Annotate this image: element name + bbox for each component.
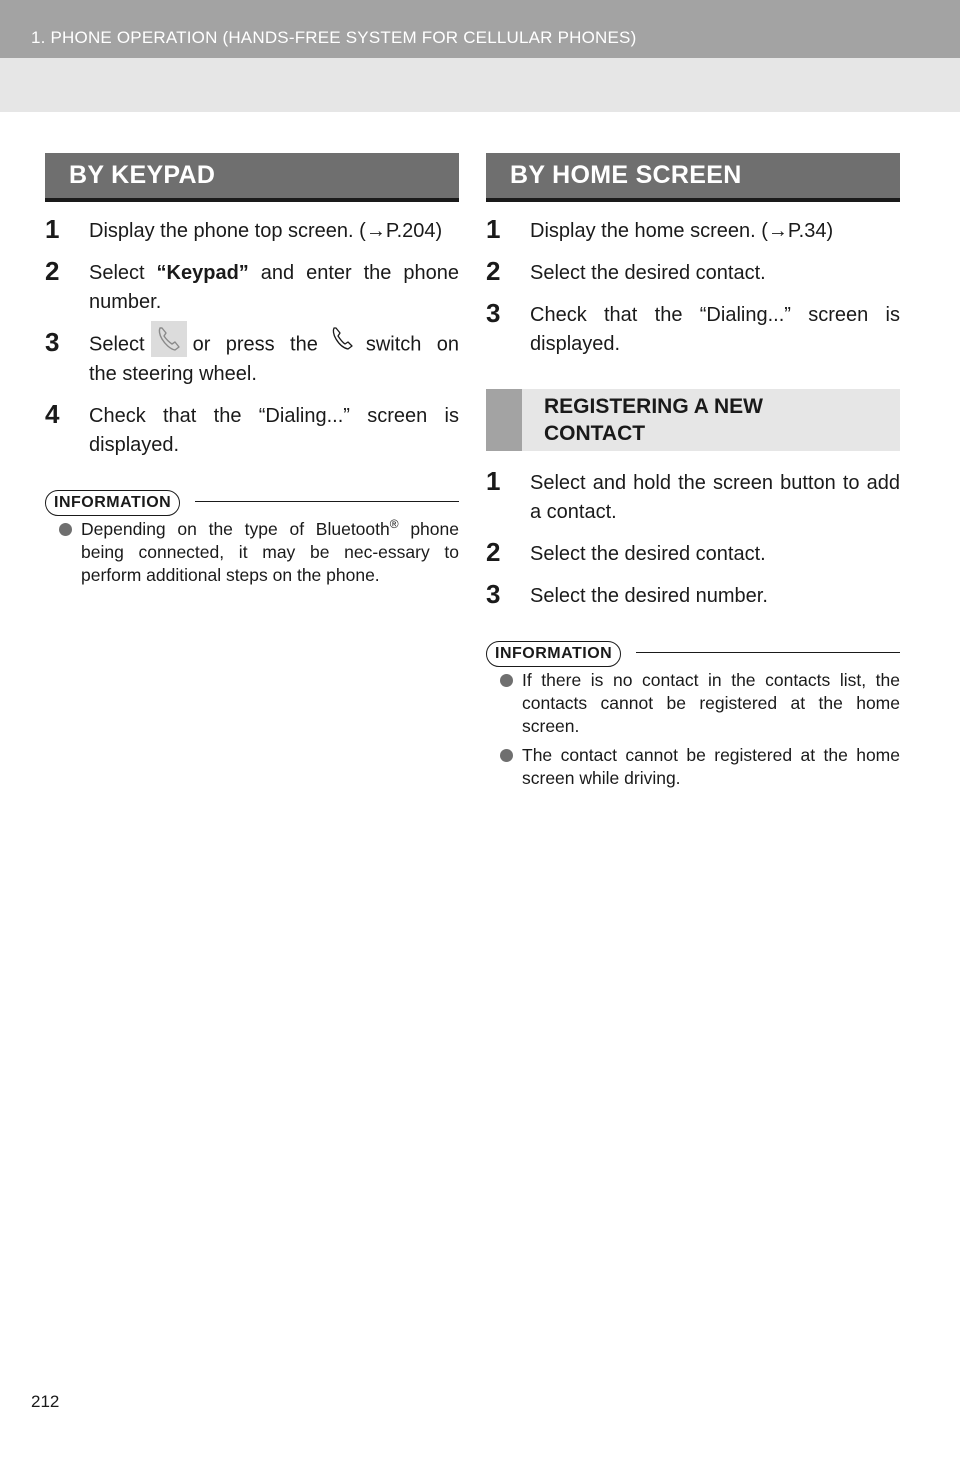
step-number: 4 [45,399,60,429]
phone-icon [151,321,187,357]
left-column [45,153,459,593]
step-text-pre: Select [89,262,157,284]
step-number: 3 [486,298,501,328]
info-text: The contact cannot be registered at the home screen while driving. [522,745,900,788]
step-item [45,399,459,460]
step-text: Select the desired contact. [530,543,766,565]
step-text-post: switch on the steering wheel. [89,333,460,385]
step-number: 1 [486,214,501,244]
subsection-bar [486,389,522,451]
step-number: 2 [486,537,501,567]
step-text: Display the home screen. (→P.34) [530,220,834,242]
step-number: 1 [45,214,60,244]
information-box [45,490,459,587]
subsection-title-line: REGISTERING A NEW [544,395,763,418]
step-number: 3 [486,579,501,609]
section-title-by-keypad: BY KEYPAD [45,153,459,202]
registered-mark: ® [389,517,399,532]
information-item [500,669,900,738]
step-item [486,579,900,611]
information-list [486,669,900,790]
step-text: Check that the “Dialing...” screen is displayed. [89,405,459,456]
step-text-mid: or press the [192,333,318,356]
bullet-icon [500,674,513,687]
keypad-label: “Keypad” [156,262,249,284]
keypad-steps [45,214,460,460]
information-label: INFORMATION [45,490,180,516]
step-item [45,214,459,246]
bullet-icon [59,523,72,536]
info-text: phone being connected, it may be nec-essary to perform additional steps on the phone. [81,519,459,585]
step-item [486,214,900,246]
information-item [500,744,900,790]
bullet-icon [500,749,513,762]
step-item [486,256,900,288]
step-text: Display the phone top screen. (→P.204) [89,220,443,242]
information-label: INFORMATION [486,641,621,667]
step-text: Check that the “Dialing...” screen is displayed. [530,304,900,355]
step-number: 1 [486,466,501,496]
info-text: If there is no contact in the contacts list, the contacts cannot be registered at the home screen. [522,670,900,736]
step-text: Select and hold the screen button to add a contact. [530,472,900,523]
info-text: Depending on the type of Bluetooth [81,519,390,539]
step-text: Select the desired number. [530,585,768,607]
step-number: 2 [486,256,501,286]
subsection-header [486,389,900,451]
phone-icon [324,324,360,354]
step-item [486,298,900,359]
register-contact-steps [486,466,900,611]
information-rule [195,501,459,502]
step-text [89,259,459,317]
information-box [486,641,900,790]
step-item [45,256,459,317]
page-number: 212 [31,1392,60,1411]
step-item [486,537,900,569]
step-text [89,330,459,389]
step-text-pre: Select [89,333,145,356]
step-number: 2 [45,256,60,286]
section-title-by-home-screen: BY HOME SCREEN [486,153,900,202]
subsection-title [522,389,763,451]
step-number: 3 [45,327,60,357]
information-list [45,518,459,587]
information-rule [636,652,900,653]
subsection-title-line: CONTACT [544,422,646,445]
step-item [486,466,900,527]
step-text-post: and enter the phone number. [89,262,459,313]
information-item [59,518,459,587]
home-screen-steps [486,214,900,359]
chapter-title: 1. PHONE OPERATION (HANDS-FREE SYSTEM FOR CELLULAR PHONES) [31,28,637,47]
right-column [486,153,900,796]
step-text: Select the desired contact. [530,262,766,284]
step-item [45,327,460,389]
